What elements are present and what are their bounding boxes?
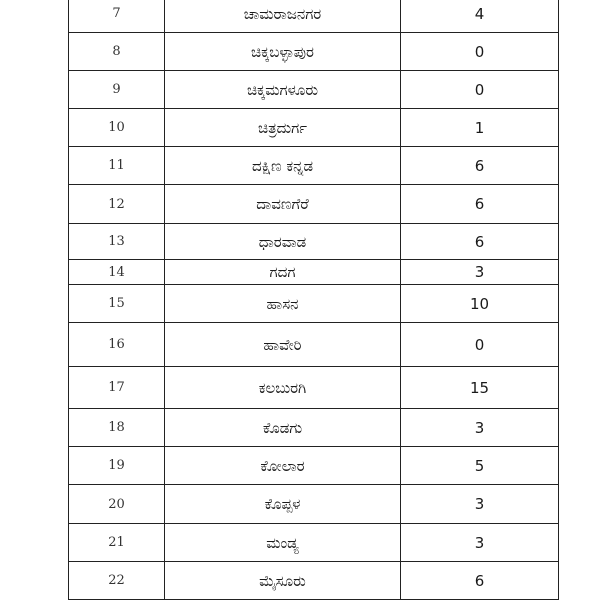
serial-number: 16 bbox=[69, 323, 165, 367]
table-row bbox=[69, 109, 559, 147]
count-value: 3 bbox=[401, 524, 559, 562]
serial-number: 22 bbox=[69, 562, 165, 600]
district-name: ಹಾವೇರಿ bbox=[165, 323, 401, 367]
count-value: 0 bbox=[401, 33, 559, 71]
table-row bbox=[69, 185, 559, 224]
count-value: 5 bbox=[401, 447, 559, 485]
count-value: 6 bbox=[401, 185, 559, 224]
count-value: 6 bbox=[401, 147, 559, 185]
district-name: ಕಲಬುರಗಿ bbox=[165, 367, 401, 409]
count-value: 0 bbox=[401, 71, 559, 109]
serial-number: 8 bbox=[69, 33, 165, 71]
district-name: ಹಾಸನ bbox=[165, 285, 401, 323]
serial-number: 12 bbox=[69, 185, 165, 224]
table-row bbox=[69, 323, 559, 367]
count-value: 0 bbox=[401, 323, 559, 367]
table-row bbox=[69, 367, 559, 409]
count-value: 10 bbox=[401, 285, 559, 323]
serial-number: 19 bbox=[69, 447, 165, 485]
district-name: ಗದಗ bbox=[165, 260, 401, 285]
count-value: 3 bbox=[401, 409, 559, 447]
count-value: 15 bbox=[401, 367, 559, 409]
table-row bbox=[69, 147, 559, 185]
table-row bbox=[69, 285, 559, 323]
district-name: ಚಿತ್ರದುರ್ಗ bbox=[165, 109, 401, 147]
district-name: ಕೊಪ್ಪಳ bbox=[165, 485, 401, 524]
district-name: ಧಾರವಾಡ bbox=[165, 224, 401, 260]
serial-number: 21 bbox=[69, 524, 165, 562]
count-value: 3 bbox=[401, 260, 559, 285]
district-name: ಮಂಡ್ಯ bbox=[165, 524, 401, 562]
count-value: 6 bbox=[401, 224, 559, 260]
serial-number: 13 bbox=[69, 224, 165, 260]
district-table bbox=[68, 0, 559, 600]
table-row bbox=[69, 71, 559, 109]
district-name: ಕೊಡಗು bbox=[165, 409, 401, 447]
count-value: 6 bbox=[401, 562, 559, 600]
serial-number: 20 bbox=[69, 485, 165, 524]
table-row bbox=[69, 409, 559, 447]
district-name: ಚಿಕ್ಕಬಳ್ಳಾಪುರ bbox=[165, 33, 401, 71]
district-name: ಚಿಕ್ಕಮಗಳೂರು bbox=[165, 71, 401, 109]
table-row bbox=[69, 485, 559, 524]
table-row bbox=[69, 260, 559, 285]
serial-number: 14 bbox=[69, 260, 165, 285]
serial-number: 15 bbox=[69, 285, 165, 323]
table-row bbox=[69, 224, 559, 260]
district-name: ಕೋಲಾರ bbox=[165, 447, 401, 485]
district-table-body bbox=[69, 0, 559, 600]
district-name: ದಾವಣಗೆರೆ bbox=[165, 185, 401, 224]
count-value: 3 bbox=[401, 485, 559, 524]
table-row bbox=[69, 447, 559, 485]
serial-number: 10 bbox=[69, 109, 165, 147]
count-value: 1 bbox=[401, 109, 559, 147]
serial-number: 17 bbox=[69, 367, 165, 409]
serial-number: 11 bbox=[69, 147, 165, 185]
table-row bbox=[69, 33, 559, 71]
district-name: ಮೈಸೂರು bbox=[165, 562, 401, 600]
serial-number: 9 bbox=[69, 71, 165, 109]
serial-number: 18 bbox=[69, 409, 165, 447]
district-name: ದಕ್ಷಿಣ ಕನ್ನಡ bbox=[165, 147, 401, 185]
district-name: ಚಾಮರಾಜನಗರ bbox=[165, 0, 401, 33]
table-row bbox=[69, 0, 559, 33]
table-row bbox=[69, 524, 559, 562]
count-value: 4 bbox=[401, 0, 559, 33]
serial-number: 7 bbox=[69, 0, 165, 33]
table-row bbox=[69, 562, 559, 600]
